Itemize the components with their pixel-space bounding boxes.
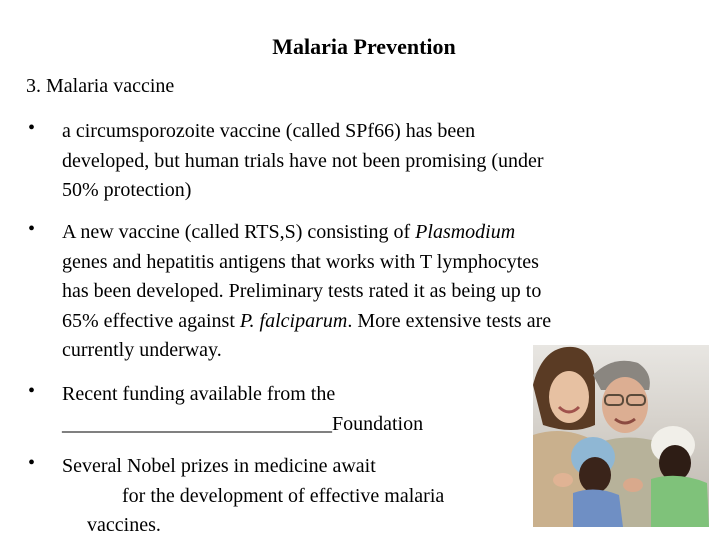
bullet-line: a circumsporozoite vaccine (called SPf66) has been (62, 120, 476, 142)
photo-illustration (533, 345, 709, 527)
bullet-line: Recent funding available from the (62, 383, 336, 405)
bullet-line (62, 410, 532, 440)
photo-adults-with-children (533, 345, 709, 527)
bullet-line: vaccines. (87, 514, 161, 536)
bullet-rtss-vaccine (62, 218, 702, 366)
bullet-line: Several Nobel prizes in medicine await (62, 455, 376, 477)
bullet-line: genes and hepatitis antigens that works with T lymphocytes (62, 250, 539, 273)
bullet-line: developed, but human trials have not been promising (under (62, 149, 544, 172)
bullet-line (62, 218, 702, 248)
italic-term-plasmodium: Plasmodium (415, 221, 516, 243)
bullet-spf66-vaccine (62, 117, 672, 206)
bullet-line (62, 307, 702, 337)
fill-in-blank: ___________________________ (62, 412, 332, 435)
text-run: A new vaccine (called RTS,S) consisting of (62, 221, 416, 243)
bullet-line: has been developed. Preliminary tests rated it as being up to (62, 280, 542, 302)
text-run: Foundation (332, 412, 424, 435)
bullet-marker: • (28, 218, 36, 240)
bullet-line: for the development of effective malaria (122, 484, 445, 507)
bullet-marker: • (28, 452, 36, 474)
bullet-marker: • (28, 380, 36, 402)
text-run: . More extensive tests are (347, 309, 552, 332)
bullet-nobel-prizes (62, 452, 522, 541)
slide-title: Malaria Prevention (272, 34, 456, 59)
text-run: 65% effective against (62, 309, 240, 332)
italic-term-p-falciparum: P. falciparum (239, 309, 348, 332)
bullet-funding (62, 380, 532, 439)
section-subheading: 3. Malaria vaccine (26, 75, 175, 97)
bullet-line: currently underway. (62, 339, 222, 361)
bullet-line: 50% protection) (62, 179, 192, 201)
bullet-marker: • (28, 117, 36, 139)
